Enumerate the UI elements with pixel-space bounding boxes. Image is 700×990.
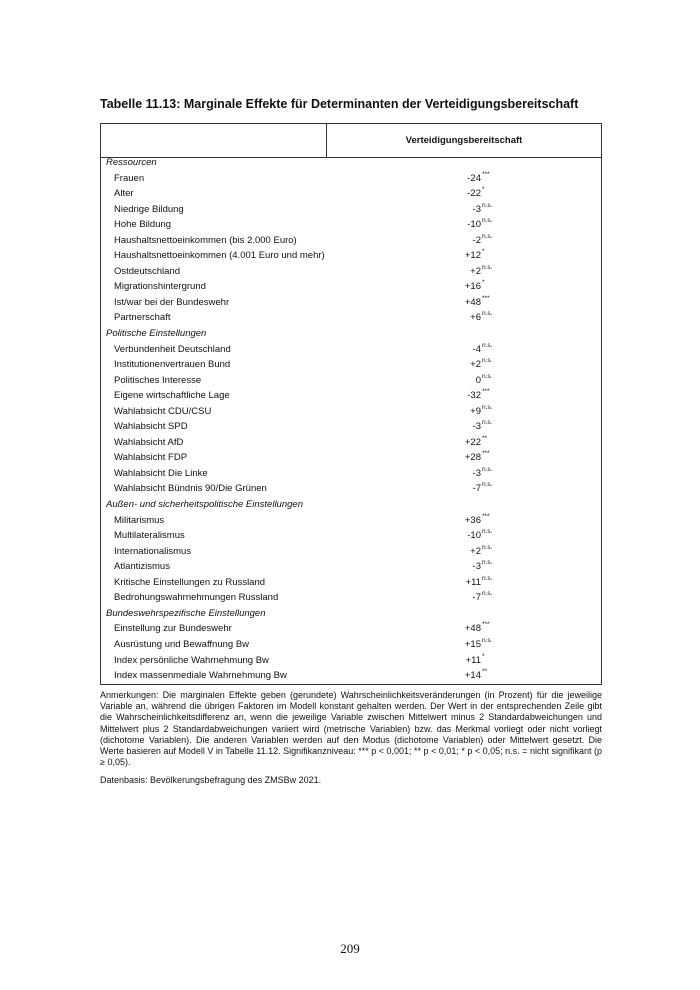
- significance-marker: ***: [482, 450, 490, 458]
- table-row: [101, 202, 601, 218]
- effect-value: +36: [464, 514, 481, 526]
- table-row: [101, 279, 601, 295]
- effect-value: +48: [464, 296, 481, 308]
- data-source: Datenbasis: Bevölkerungsbefragung des ZMSBw 2021.: [100, 775, 322, 785]
- table-row: [101, 513, 601, 529]
- significance-marker: n.s.: [482, 481, 493, 489]
- table-title: Tabelle 11.13: Marginale Effekte für Determinanten der Verteidigungsbereitschaft: [100, 97, 579, 111]
- significance-marker: n.s.: [482, 574, 493, 582]
- row-label: Frauen: [114, 172, 145, 184]
- row-label: Verbundenheit Deutschland: [114, 343, 231, 355]
- category-row: [101, 155, 601, 171]
- table-row: [101, 559, 601, 575]
- significance-marker: *: [482, 186, 485, 194]
- row-label: Wahlabsicht AfD: [114, 436, 184, 448]
- row-label: Wahlabsicht Die Linke: [114, 467, 208, 479]
- effect-value: -2: [472, 234, 481, 246]
- effect-value: +2: [470, 545, 481, 557]
- effect-value: +16: [464, 281, 481, 293]
- row-label: Ausrüstung und Bewaffnung Bw: [114, 638, 250, 650]
- significance-marker: n.s.: [482, 403, 493, 411]
- significance-marker: n.s.: [482, 465, 493, 473]
- effect-value: +12: [464, 250, 481, 262]
- effect-value: +48: [464, 623, 481, 635]
- category-label: Ressourcen: [106, 157, 157, 168]
- effect-value: -3: [472, 467, 481, 479]
- significance-marker: n.s.: [482, 419, 493, 427]
- table-row: [101, 528, 601, 544]
- effect-value: -3: [472, 561, 481, 573]
- significance-marker: ***: [482, 621, 490, 629]
- row-label: Bedrohungswahrnehmungen Russland: [114, 592, 279, 604]
- effect-value: -10: [467, 530, 481, 542]
- row-label: Haushaltsnettoeinkommen (bis 2.000 Euro): [114, 234, 297, 246]
- table-row: [101, 186, 601, 202]
- significance-marker: n.s.: [482, 310, 493, 318]
- row-label: Wahlabsicht Bündnis 90/Die Grünen: [114, 483, 267, 495]
- significance-marker: *: [482, 279, 485, 287]
- row-label: Internationalismus: [114, 545, 192, 557]
- significance-marker: ***: [482, 388, 490, 396]
- table-header: [101, 124, 601, 158]
- row-label: Migrationshintergrund: [114, 281, 206, 293]
- row-label: Wahlabsicht CDU/CSU: [114, 405, 212, 417]
- significance-marker: n.s.: [482, 263, 493, 271]
- category-row: [101, 326, 601, 342]
- table-row: [101, 295, 601, 311]
- significance-marker: n.s.: [482, 543, 493, 551]
- effect-value: +2: [470, 359, 481, 371]
- row-label: Politisches Interesse: [114, 374, 202, 386]
- table-row: [101, 466, 601, 482]
- significance-marker: n.s.: [482, 232, 493, 240]
- effect-value: +14: [464, 670, 481, 682]
- effect-value: -22: [467, 188, 481, 200]
- significance-marker: n.s.: [482, 590, 493, 598]
- category-label: Außen- und sicherheitspolitische Einstellungen: [106, 499, 303, 511]
- effect-value: -7: [472, 483, 481, 495]
- significance-marker: *: [482, 248, 485, 256]
- table-row: [101, 310, 601, 326]
- row-label: Atlantizismus: [114, 561, 170, 573]
- row-label: Index massenmediale Wahrnehmung Bw: [114, 670, 287, 682]
- table-row: [101, 419, 601, 435]
- effect-value: -7: [472, 592, 481, 604]
- category-row: [101, 497, 601, 513]
- significance-marker: **: [482, 434, 488, 442]
- table-row: [101, 621, 601, 637]
- table-row: [101, 668, 601, 684]
- effect-value: -3: [472, 421, 481, 433]
- category-row: [101, 606, 601, 622]
- effect-value: -32: [467, 390, 481, 402]
- effect-value: -4: [472, 343, 481, 355]
- table-row: [101, 590, 601, 606]
- table-row: [101, 653, 601, 669]
- table-row: [101, 481, 601, 497]
- table-row: [101, 373, 601, 389]
- row-label: Militarismus: [114, 514, 165, 526]
- effect-value: -10: [467, 219, 481, 231]
- table-row: [101, 171, 601, 187]
- page-number: 209: [340, 941, 360, 956]
- row-label: Wahlabsicht SPD: [114, 421, 188, 433]
- effect-value: 0: [475, 374, 481, 386]
- significance-marker: *: [482, 652, 485, 660]
- significance-marker: n.s.: [482, 217, 493, 225]
- significance-marker: n.s.: [482, 201, 493, 209]
- effect-value: +2: [470, 265, 481, 277]
- row-label: Multilateralismus: [114, 530, 185, 542]
- significance-marker: n.s.: [482, 559, 493, 567]
- significance-marker: n.s.: [482, 372, 493, 380]
- effect-value: +11: [465, 576, 481, 588]
- row-label: Ostdeutschland: [114, 265, 181, 277]
- significance-marker: ***: [482, 512, 490, 520]
- row-label: Einstellung zur Bundeswehr: [114, 623, 232, 635]
- table-notes: Anmerkungen: Die marginalen Effekte geben (gerundete) Wahrscheinlichkeitsveränderungen (in Prozent) für die jeweilige Variable an, während die übrigen Faktoren im Modell konstant gehalten werden. Der Wert in der entsprechenden Zeile gibt die Wahrscheinlichkeitsdifferenz an, wenn die jeweilige Variable zwischen Mittelwert minus 2 Standardabweichungen und Mittelwert plus 2 Standardabweichungen variiert wird (metrische Variablen) bzw. das Merkmal vorliegt oder nicht vorliegt (dichotome Variablen). Die anderen Variablen werden auf den Modus (dichotome Variablen) oder Mittelwert gesetzt. Die Werte basieren auf Modell V in Tabelle 11.12. Signifikanzniveau: *** p < 0,001; ** p < 0,01; * p < 0,05; n.s. = nicht signifikant (p ≥ 0,05).: [100, 690, 602, 768]
- table-body: [101, 155, 601, 684]
- category-label: Politische Einstellungen: [106, 328, 207, 340]
- row-label: Index persönliche Wahrnehmung Bw: [114, 654, 269, 666]
- row-label: Alter: [114, 188, 134, 200]
- row-label: Wahlabsicht FDP: [114, 452, 188, 464]
- significance-marker: n.s.: [482, 528, 493, 536]
- row-label: Ist/war bei der Bundeswehr: [114, 296, 230, 308]
- table-row: [101, 575, 601, 591]
- table-row: [101, 248, 601, 264]
- significance-marker: ***: [482, 294, 490, 302]
- significance-marker: n.s.: [482, 357, 493, 365]
- effect-value: +9: [470, 405, 481, 417]
- row-label: Institutionenvertrauen Bund: [114, 359, 231, 371]
- row-label: Hohe Bildung: [114, 219, 172, 231]
- effect-value: -3: [472, 203, 481, 215]
- significance-marker: **: [482, 668, 488, 676]
- significance-marker: n.s.: [482, 341, 493, 349]
- table-row: [101, 217, 601, 233]
- significance-marker: ***: [482, 170, 490, 178]
- effect-value: +22: [464, 436, 481, 448]
- row-label: Kritische Einstellungen zu Russland: [114, 576, 266, 588]
- table-row: [101, 388, 601, 404]
- category-label: Bundeswehrspezifische Einstellungen: [106, 607, 266, 619]
- table-row: [101, 544, 601, 560]
- table-row: [101, 357, 601, 373]
- table-row: [101, 435, 601, 451]
- effects-table: [100, 123, 602, 685]
- column-header: Verteidigungsbereitschaft: [405, 135, 523, 146]
- row-label: Eigene wirtschaftliche Lage: [114, 390, 230, 402]
- effect-value: +15: [464, 638, 481, 650]
- effect-value: +6: [470, 312, 481, 324]
- row-label: Niedrige Bildung: [114, 203, 184, 215]
- effect-value: +28: [464, 452, 481, 464]
- row-label: Partnerschaft: [114, 312, 171, 324]
- table-row: [101, 264, 601, 280]
- table-row: [101, 450, 601, 466]
- table-row: [101, 342, 601, 358]
- table-row: [101, 233, 601, 249]
- table-row: [101, 404, 601, 420]
- significance-marker: n.s.: [482, 636, 493, 644]
- effect-value: +11: [465, 654, 481, 666]
- row-label: Haushaltsnettoeinkommen (4.001 Euro und mehr): [114, 250, 325, 262]
- effect-value: -24: [467, 172, 481, 184]
- table-row: [101, 637, 601, 653]
